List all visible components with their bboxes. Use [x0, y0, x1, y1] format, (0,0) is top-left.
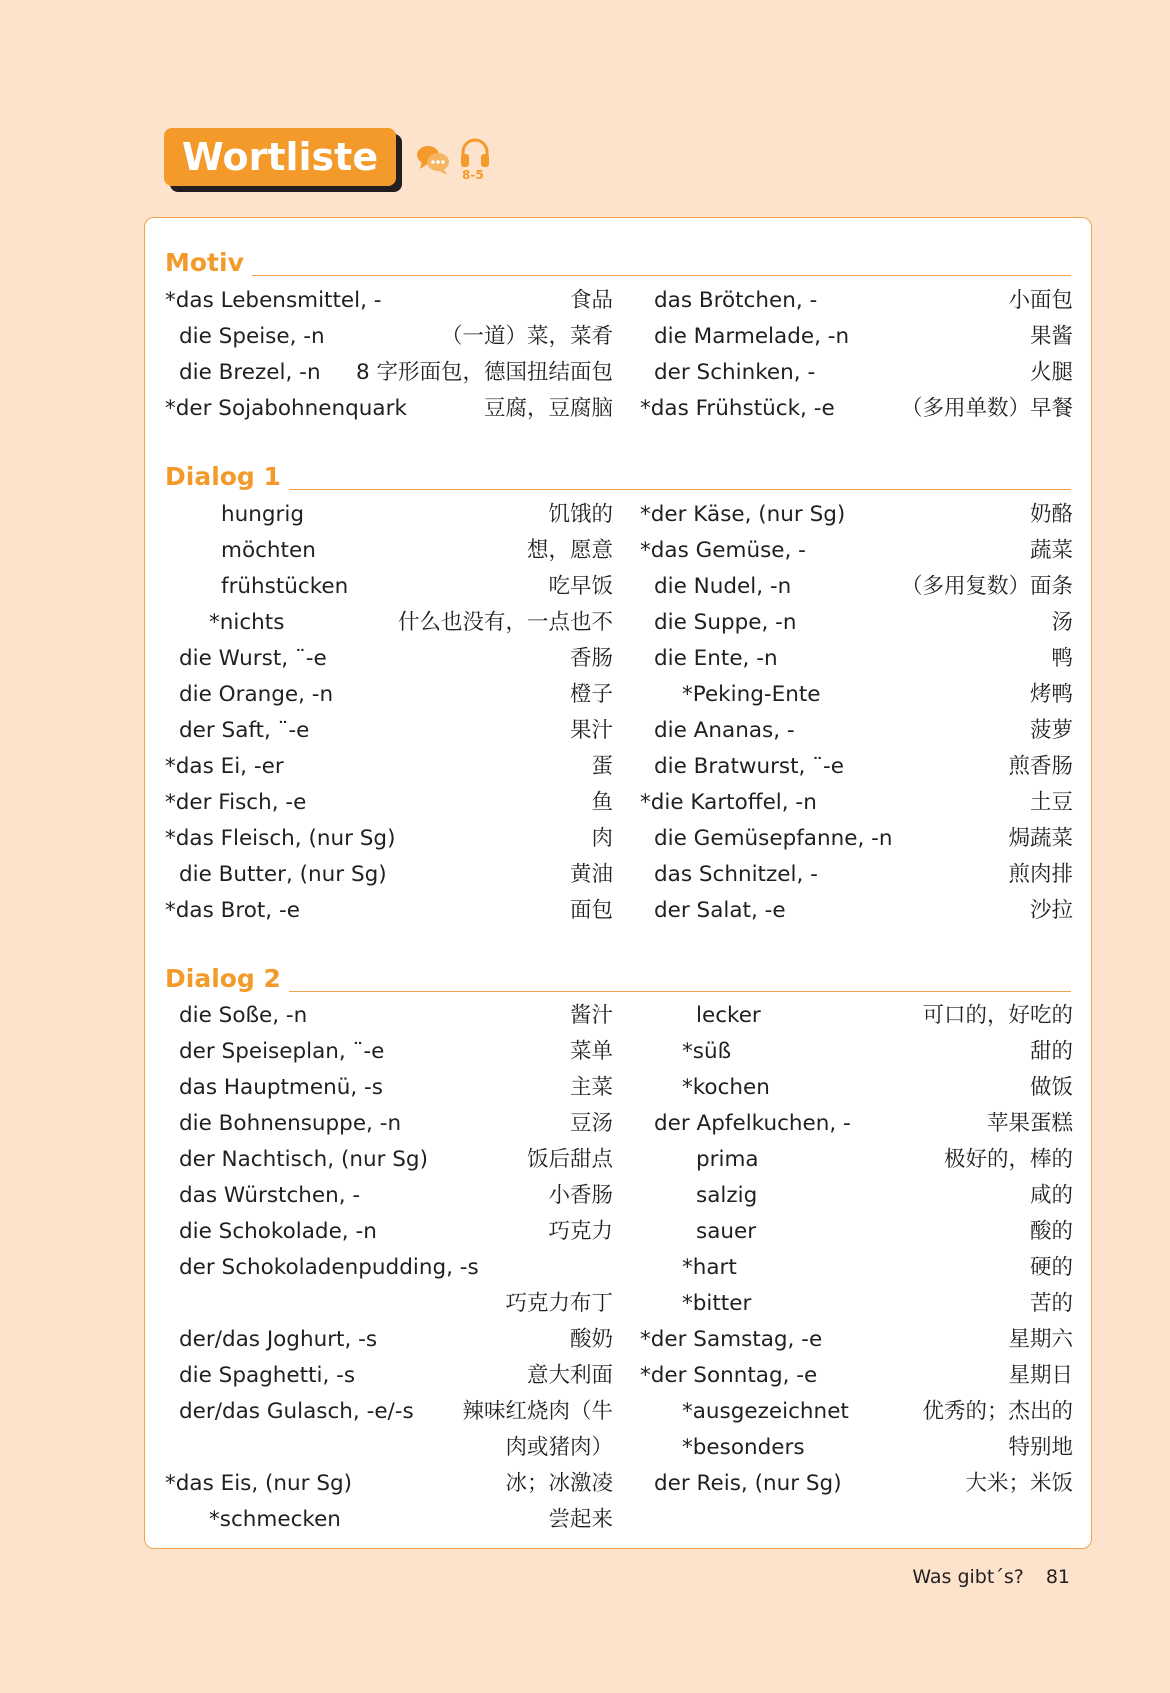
chinese-translation: 肉或猪肉） — [505, 1435, 613, 1460]
vocab-row — [640, 677, 1073, 713]
german-word: *kochen — [682, 1075, 770, 1100]
german-word: der Apfelkuchen, - — [654, 1111, 851, 1136]
german-word: der Salat, -e — [654, 898, 786, 923]
chinese-translation: 甜的 — [1029, 1039, 1073, 1064]
chinese-translation: 煎肉排 — [1008, 862, 1073, 887]
vocab-row — [165, 1466, 613, 1502]
german-word: der Schinken, - — [654, 360, 816, 385]
german-word: die Suppe, -n — [654, 610, 797, 635]
chinese-translation: 果酱 — [1029, 324, 1073, 349]
vocab-row — [640, 391, 1073, 427]
page-title: Wortliste — [164, 128, 396, 186]
vocab-row — [640, 1034, 1073, 1070]
vocab-row — [640, 893, 1073, 929]
vocab-row — [640, 1358, 1073, 1394]
section-header — [165, 248, 1071, 278]
vocab-row — [640, 533, 1073, 569]
chinese-translation: 奶酪 — [1029, 502, 1073, 527]
chinese-translation: 冰；冰激凌 — [505, 1471, 613, 1496]
chinese-translation: 煎香肠 — [1008, 754, 1073, 779]
vocab-row — [165, 497, 613, 533]
chinese-translation: 想，愿意 — [526, 538, 613, 563]
chinese-translation: 豆汤 — [569, 1111, 613, 1136]
chinese-translation: 菜单 — [569, 1039, 613, 1064]
vocab-row — [165, 749, 613, 785]
vocab-row — [165, 1034, 613, 1070]
vocab-row — [165, 1430, 613, 1466]
chinese-translation: 饥饿的 — [548, 502, 613, 527]
german-word: *das Fleisch, (nur Sg) — [165, 826, 396, 851]
headphones-icon[interactable] — [458, 136, 492, 170]
chinese-translation: 极好的，棒的 — [943, 1147, 1073, 1172]
vocab-row — [640, 497, 1073, 533]
vocab-row — [640, 283, 1073, 319]
vocab-row — [165, 1502, 613, 1538]
vocab-row — [165, 605, 613, 641]
german-word: lecker — [696, 1003, 761, 1028]
german-word: die Wurst, ¨-e — [179, 646, 327, 671]
vocab-row — [640, 821, 1073, 857]
vocab-row — [165, 319, 613, 355]
vocab-row — [165, 1250, 613, 1286]
chinese-translation: 黄油 — [569, 862, 613, 887]
german-word: *das Ei, -er — [165, 754, 284, 779]
vocab-row — [640, 1178, 1073, 1214]
section-header — [165, 462, 1071, 492]
vocab-row — [165, 1142, 613, 1178]
vocab-row — [640, 641, 1073, 677]
vocab-row — [165, 569, 613, 605]
german-word: der/das Joghurt, -s — [179, 1327, 378, 1352]
chinese-translation: 土豆 — [1029, 790, 1073, 815]
chinese-translation: 食品 — [569, 288, 613, 313]
german-word: *der Sojabohnenquark — [165, 396, 407, 421]
vocab-row — [165, 1178, 613, 1214]
vocab-row — [640, 998, 1073, 1034]
vocab-row — [165, 713, 613, 749]
german-word: *der Fisch, -e — [165, 790, 307, 815]
chinese-translation: 什么也没有，一点也不 — [397, 610, 613, 635]
german-word: *nichts — [209, 610, 285, 635]
vocab-row — [640, 857, 1073, 893]
vocab-row — [165, 785, 613, 821]
vocab-row — [165, 641, 613, 677]
chinese-translation: 苦的 — [1029, 1291, 1073, 1316]
vocab-row — [640, 1070, 1073, 1106]
chinese-translation: 沙拉 — [1029, 898, 1073, 923]
chinese-translation: 8 字形面包，德国扭结面包 — [355, 360, 613, 385]
german-word: der Reis, (nur Sg) — [654, 1471, 842, 1496]
vocab-row — [165, 1286, 613, 1322]
vocab-row — [165, 893, 613, 929]
chinese-translation: 鸭 — [1051, 646, 1073, 671]
vocab-row — [640, 1394, 1073, 1430]
chinese-translation: 香肠 — [569, 646, 613, 671]
german-word: das Würstchen, - — [179, 1183, 361, 1208]
vocab-row — [640, 569, 1073, 605]
chinese-translation: （多用单数）早餐 — [900, 396, 1073, 421]
speech-bubbles-icon — [416, 142, 452, 178]
chapter-title: Was gibt´s? — [912, 1566, 1024, 1588]
chinese-translation: 鱼 — [591, 790, 613, 815]
chinese-translation: 面包 — [569, 898, 613, 923]
vocab-row — [640, 713, 1073, 749]
german-word: frühstücken — [221, 574, 349, 599]
chinese-translation: 酸奶 — [569, 1327, 613, 1352]
german-word: *das Brot, -e — [165, 898, 300, 923]
vocab-row — [165, 355, 613, 391]
german-word: der Nachtisch, (nur Sg) — [179, 1147, 428, 1172]
vocab-row — [640, 1250, 1073, 1286]
chinese-translation: 肉 — [591, 826, 613, 851]
german-word: die Butter, (nur Sg) — [179, 862, 387, 887]
vocab-row — [165, 1070, 613, 1106]
chinese-translation: 优秀的；杰出的 — [922, 1399, 1073, 1424]
chinese-translation: 饭后甜点 — [526, 1147, 613, 1172]
chinese-translation: 可口的，好吃的 — [922, 1003, 1073, 1028]
german-word: *der Samstag, -e — [640, 1327, 823, 1352]
chinese-translation: 汤 — [1051, 610, 1073, 635]
german-word: *süß — [682, 1039, 732, 1064]
vocab-row — [640, 749, 1073, 785]
chinese-translation: 酸的 — [1029, 1219, 1073, 1244]
chinese-translation: 火腿 — [1029, 360, 1073, 385]
vocab-row — [165, 1214, 613, 1250]
section-title: Dialog 2 — [165, 964, 289, 994]
chinese-translation: 星期日 — [1008, 1363, 1073, 1388]
vocab-row — [640, 1286, 1073, 1322]
section-rule — [165, 991, 1071, 993]
section-title: Motiv — [165, 248, 252, 278]
vocab-row — [165, 533, 613, 569]
german-word: *der Käse, (nur Sg) — [640, 502, 846, 527]
vocab-row — [640, 1142, 1073, 1178]
chinese-translation: 巧克力 — [548, 1219, 613, 1244]
chinese-translation: 硬的 — [1029, 1255, 1073, 1280]
vocab-row — [640, 1106, 1073, 1142]
chinese-translation: 咸的 — [1029, 1183, 1073, 1208]
chinese-translation: 特别地 — [1008, 1435, 1073, 1460]
chinese-translation: （多用复数）面条 — [900, 574, 1073, 599]
chinese-translation: 烤鸭 — [1029, 682, 1073, 707]
chinese-translation: 橙子 — [569, 682, 613, 707]
chinese-translation: 巧克力布丁 — [505, 1291, 613, 1316]
german-word: der/das Gulasch, -e/-s — [179, 1399, 414, 1424]
chinese-translation: 做饭 — [1029, 1075, 1073, 1100]
vocab-row — [165, 998, 613, 1034]
vocab-row — [165, 391, 613, 427]
german-word: der Saft, ¨-e — [179, 718, 310, 743]
vocab-row — [165, 677, 613, 713]
german-word: das Brötchen, - — [654, 288, 818, 313]
chinese-translation: （一道）菜，菜肴 — [440, 324, 613, 349]
german-word: die Brezel, -n — [179, 360, 321, 385]
section-rule — [165, 489, 1071, 491]
vocab-row — [640, 605, 1073, 641]
german-word: die Schokolade, -n — [179, 1219, 377, 1244]
vocab-row — [165, 857, 613, 893]
media-icons — [416, 136, 496, 186]
vocab-row — [640, 1322, 1073, 1358]
chinese-translation: 豆腐，豆腐脑 — [483, 396, 613, 421]
chinese-translation: 蔬菜 — [1029, 538, 1073, 563]
german-word: die Orange, -n — [179, 682, 334, 707]
german-word: *Peking-Ente — [682, 682, 821, 707]
vocab-row — [165, 1106, 613, 1142]
chinese-translation: 菠萝 — [1029, 718, 1073, 743]
chinese-translation: 主菜 — [569, 1075, 613, 1100]
german-word: *die Kartoffel, -n — [640, 790, 817, 815]
german-word: *hart — [682, 1255, 737, 1280]
german-word: *das Lebensmittel, - — [165, 288, 382, 313]
section-rule — [165, 275, 1071, 277]
wortliste-title — [164, 128, 396, 186]
chinese-translation: 蛋 — [591, 754, 613, 779]
german-word: die Ananas, - — [654, 718, 795, 743]
german-word: die Ente, -n — [654, 646, 778, 671]
vocab-row — [165, 1322, 613, 1358]
vocab-row — [165, 283, 613, 319]
german-word: *besonders — [682, 1435, 805, 1460]
german-word: die Marmelade, -n — [654, 324, 850, 349]
section-header — [165, 964, 1071, 994]
audio-track-number: 8-5 — [462, 168, 484, 182]
german-word: *das Frühstück, -e — [640, 396, 835, 421]
chinese-translation: 大米；米饭 — [965, 1471, 1073, 1496]
german-word: *bitter — [682, 1291, 752, 1316]
page-footer — [912, 1566, 1070, 1588]
word-list-card — [144, 217, 1092, 1549]
vocab-row — [165, 1394, 613, 1430]
german-word: die Speise, -n — [179, 324, 325, 349]
vocab-row — [165, 821, 613, 857]
vocab-row — [640, 1214, 1073, 1250]
vocab-row — [640, 1430, 1073, 1466]
chinese-translation: 焗蔬菜 — [1008, 826, 1073, 851]
chinese-translation: 吃早饭 — [548, 574, 613, 599]
german-word: *der Sonntag, -e — [640, 1363, 818, 1388]
german-word: die Bratwurst, ¨-e — [654, 754, 844, 779]
german-word: die Nudel, -n — [654, 574, 792, 599]
german-word: *das Eis, (nur Sg) — [165, 1471, 353, 1496]
vocab-row — [640, 1466, 1073, 1502]
german-word: hungrig — [221, 502, 304, 527]
german-word: *ausgezeichnet — [682, 1399, 849, 1424]
chinese-translation: 苹果蛋糕 — [986, 1111, 1073, 1136]
german-word: salzig — [696, 1183, 758, 1208]
german-word: der Speiseplan, ¨-e — [179, 1039, 385, 1064]
german-word: die Gemüsepfanne, -n — [654, 826, 893, 851]
section-title: Dialog 1 — [165, 462, 289, 492]
vocab-row — [165, 1358, 613, 1394]
chinese-translation: 小面包 — [1008, 288, 1073, 313]
german-word: die Bohnensuppe, -n — [179, 1111, 402, 1136]
german-word: *schmecken — [209, 1507, 341, 1532]
german-word: das Hauptmenü, -s — [179, 1075, 383, 1100]
page-number: 81 — [1045, 1566, 1070, 1588]
vocab-row — [640, 785, 1073, 821]
vocab-row — [640, 355, 1073, 391]
chinese-translation: 尝起来 — [548, 1507, 613, 1532]
german-word: prima — [696, 1147, 759, 1172]
german-word: die Soße, -n — [179, 1003, 308, 1028]
chinese-translation: 辣味红烧肉（牛 — [462, 1399, 613, 1424]
chinese-translation: 小香肠 — [548, 1183, 613, 1208]
german-word: der Schokoladenpudding, -s — [179, 1255, 479, 1280]
chinese-translation: 果汁 — [569, 718, 613, 743]
chinese-translation: 酱汁 — [569, 1003, 613, 1028]
german-word: sauer — [696, 1219, 757, 1244]
vocab-row — [640, 319, 1073, 355]
german-word: das Schnitzel, - — [654, 862, 818, 887]
german-word: die Spaghetti, -s — [179, 1363, 356, 1388]
german-word: *das Gemüse, - — [640, 538, 806, 563]
chinese-translation: 星期六 — [1008, 1327, 1073, 1352]
german-word: möchten — [221, 538, 316, 563]
chinese-translation: 意大利面 — [526, 1363, 613, 1388]
